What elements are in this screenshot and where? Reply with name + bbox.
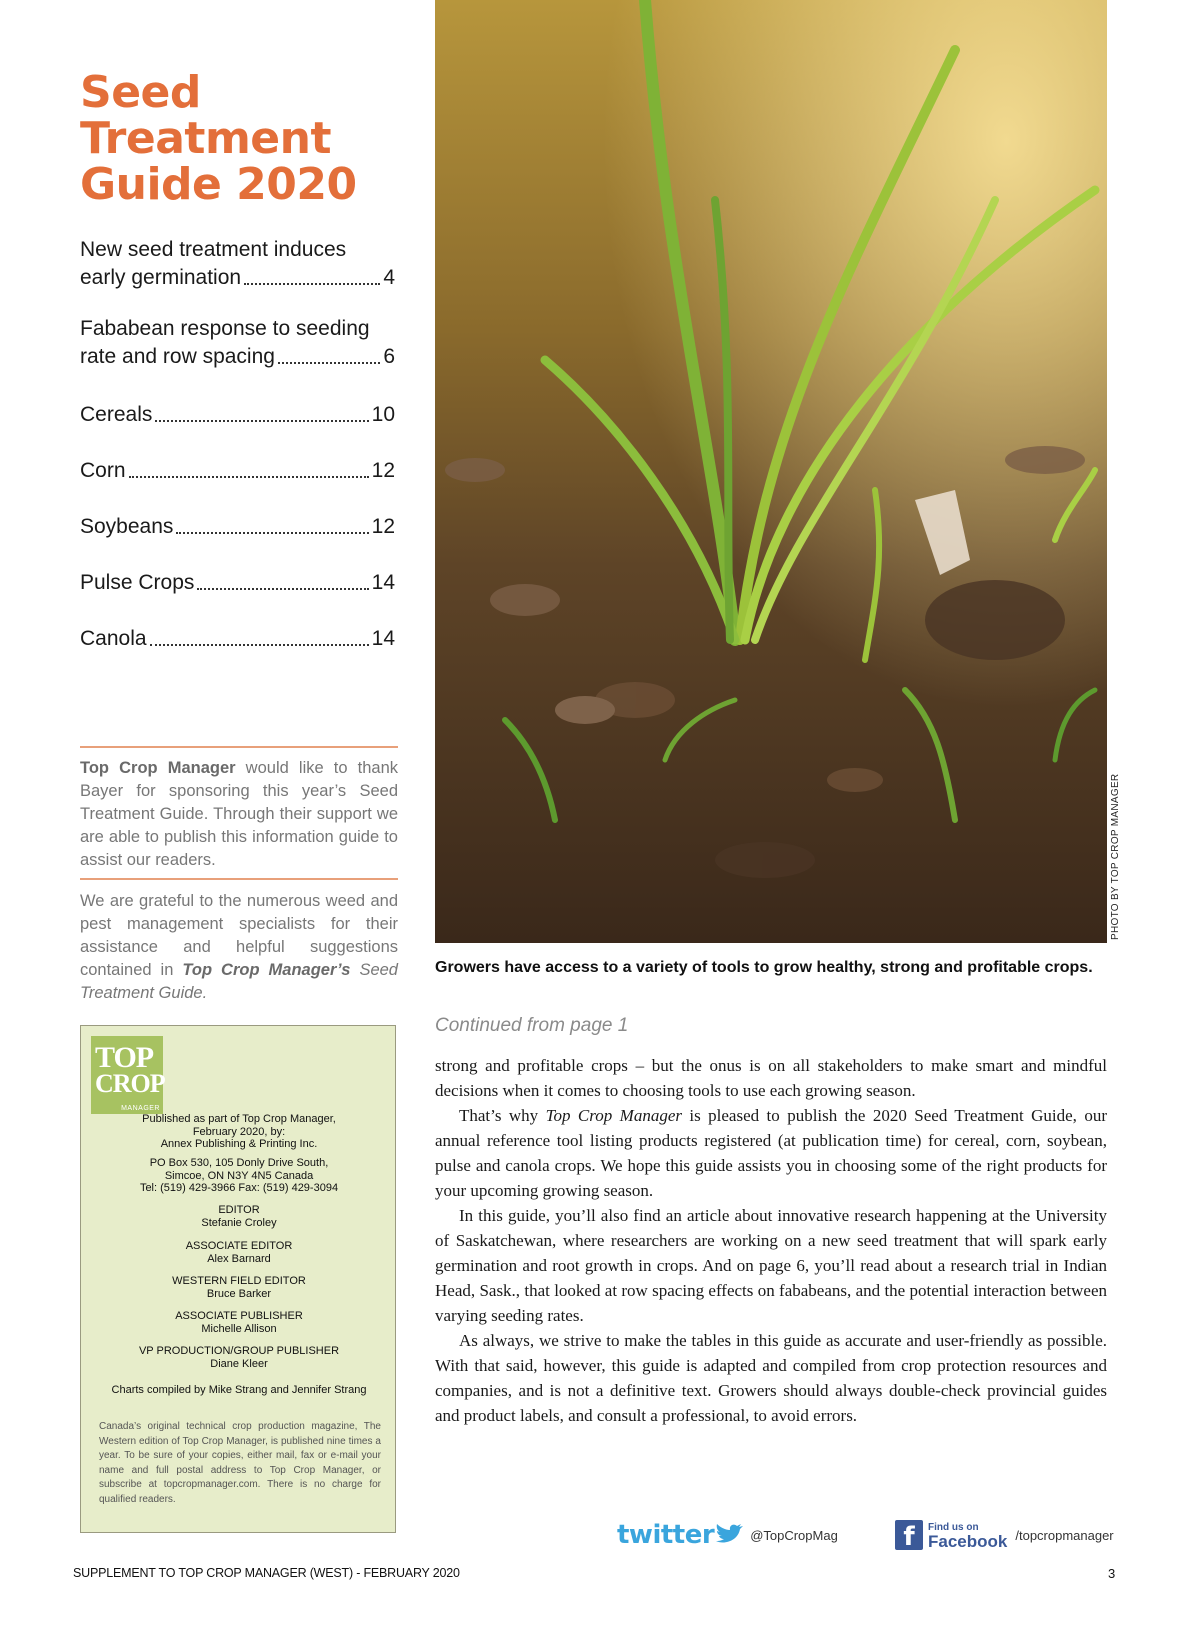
toc-entry-corn[interactable] [80,457,395,513]
dot-leader [197,588,368,590]
staff-role: ASSOCIATE EDITOR [185,1240,293,1252]
staff-name: Michelle Allison [201,1322,277,1335]
find-us-label: Find us on [928,1522,979,1533]
facebook-word: Facebook [928,1532,1008,1551]
masthead-box [80,1025,396,1533]
table-of-contents [80,236,395,681]
published-line: Annex Publishing & Printing Inc. [160,1138,318,1150]
title-line-2: Treatment [80,113,331,164]
toc-entry-1[interactable] [80,236,395,315]
seedling-photo [435,0,1107,943]
toc-entry-cereals[interactable] [80,401,395,457]
orange-divider [80,746,398,748]
address-line: Tel: (519) 429-3966 Fax: (519) 429-3094 [139,1182,339,1194]
staff-role: ASSOCIATE PUBLISHER [175,1310,303,1322]
toc-page-number: 12 [371,515,395,538]
twitter-logo: twitter [617,1520,715,1550]
paragraph [435,1103,1107,1203]
charts-credit: Charts compiled by Mike Strang and Jennifer Strang [111,1384,367,1396]
address-line: Simcoe, ON N3Y 4N5 Canada [164,1169,314,1182]
photo-credit: PHOTO BY TOP CROP MANAGER [1110,773,1121,940]
toc-entry-title: Canola [80,627,147,650]
twitter-bird-icon [714,1523,744,1547]
toc-page-number: 14 [371,627,395,650]
toc-entry-pulse-crops[interactable] [80,569,395,625]
top-crop-manager-logo [91,1036,163,1114]
staff-role: WESTERN FIELD EDITOR [172,1275,306,1287]
twitter-handle: @TopCropMag [750,1527,838,1543]
staff-name: Alex Barnard [207,1252,271,1265]
title-line-3: Guide 2020 [80,159,357,210]
toc-entry-2[interactable] [80,315,395,401]
facebook-logo [928,1521,1007,1549]
seedling-photo-illustration [435,0,1107,943]
published-line: February 2020, by: [192,1125,286,1138]
facebook-icon: f [895,1520,923,1550]
paragraph: In this guide, you’ll also find an article about innovative research happening at the University of Saskatchewan, where researchers are working on a new seed treatment that will spark early germination and root growth in crops. And on page 6, you’ll read about a research trial in Indian Head, Sask., that looked at row spacing effects on fababeans, and the potential interaction between varying seeding rates. [435,1206,1107,1325]
toc-page-number: 4 [383,266,395,289]
sponsor-thanks [80,757,398,872]
staff-editor [91,1204,387,1229]
toc-entry-title-line2: rate and row spacing [80,345,275,368]
thanks-text-end: Seed Treatment Guide. [80,961,398,1002]
toc-entry-title-line1: New seed treatment induces [80,238,347,261]
paragraph-text: That’s why [459,1106,546,1125]
guide-title [80,67,400,210]
brand-name: Top Crop Manager’s [182,961,351,979]
facebook-handle: /topcropmanager [1015,1527,1114,1543]
article-body [435,1053,1107,1428]
toc-page-number: 6 [383,345,395,368]
staff-name: Bruce Barker [206,1287,272,1300]
footer-publication: SUPPLEMENT TO TOP CROP MANAGER (WEST) - FEBRUARY 2020 [73,1566,460,1580]
toc-entry-canola[interactable] [80,625,395,681]
paragraph: strong and profitable crops – but the onus is on all stakeholders to make smart and mindful decisions when it comes to choosing tools to use each growing season. [435,1056,1107,1100]
dot-leader [244,283,380,285]
dot-leader [176,532,368,534]
toc-entry-title-line1: Fababean response to seeding [80,317,370,340]
toc-entry-soybeans[interactable] [80,513,395,569]
title-line-1: Seed [80,67,201,118]
toc-page-number: 10 [371,403,395,426]
staff-name: Stefanie Croley [201,1216,277,1229]
facebook-link[interactable] [895,1520,1114,1550]
staff-role: EDITOR [218,1204,260,1216]
toc-entry-title: Soybeans [80,515,174,538]
dot-leader [150,644,369,646]
orange-divider [80,878,398,880]
staff-western-field-editor [91,1275,387,1300]
staff-associate-editor [91,1240,387,1265]
specialists-thanks [80,890,398,1005]
dot-leader [129,476,369,478]
brand-name: Top Crop Manager [80,759,236,777]
published-line: Published as part of Top Crop Manager, [142,1113,336,1125]
page-number: 3 [1108,1566,1116,1581]
thanks-text: We are grateful to the numerous weed and pest management specialists for their assistance and helpful suggestions contained in [80,892,398,979]
dot-leader [155,420,368,422]
staff-vp-production [91,1345,387,1370]
continued-note: Continued from page 1 [435,1015,629,1036]
logo-text-crop: CROP [95,1069,165,1098]
toc-page-number: 12 [371,459,395,482]
twitter-link[interactable] [617,1520,838,1550]
paragraph: As always, we strive to make the tables in this guide as accurate and user-friendly as possible. With that said, however, this guide is adapted and compiled from crop protection resources and companies, and is not a definitive text. Growers should always double-check provincial guides and product labels, and consult a professional, to avoid errors. [435,1331,1107,1425]
logo-text-top: TOP [95,1041,154,1074]
paragraph-text: is pleased to publish the 2020 Seed Treatment Guide, our annual reference tool listing products registered (at publication time) for cereal, corn, soybean, pulse and canola crops. We hope this guide assists you in choosing some of the right products for your upcoming growing season. [435,1106,1107,1200]
staff-associate-publisher [91,1310,387,1335]
publication-name: Top Crop Manager [545,1106,682,1125]
toc-entry-title: Corn [80,459,126,482]
photo-caption: Growers have access to a variety of tools to grow healthy, strong and profitable crops. [435,959,1093,976]
staff-role: VP PRODUCTION/GROUP PUBLISHER [138,1345,340,1357]
thanks-text: would like to thank Bayer for sponsoring this year’s Seed Treatment Guide. Through their support we are able to publish this information guide to assist our readers. [80,759,398,869]
toc-entry-title-line2: early germination [80,266,242,289]
publisher-info [91,1113,387,1151]
dot-leader [278,362,380,364]
address-info [91,1157,387,1195]
toc-entry-title: Pulse Crops [80,571,195,594]
subscription-info: Canada’s original technical crop production magazine, The Western edition of Top Crop Manager, is published nine times a year. To be sure of your copies, either mail, fax or e-mail your name and full postal address to Top Crop Manager, or subscribe at topcropmanager.com. There is no charge for qualified readers. [99,1421,381,1505]
address-line: PO Box 530, 105 Donly Drive South, [149,1157,329,1169]
staff-name: Diane Kleer [210,1357,268,1370]
logo-text-manager: MANAGER [121,1105,160,1112]
toc-page-number: 14 [371,571,395,594]
toc-entry-title: Cereals [80,403,153,426]
